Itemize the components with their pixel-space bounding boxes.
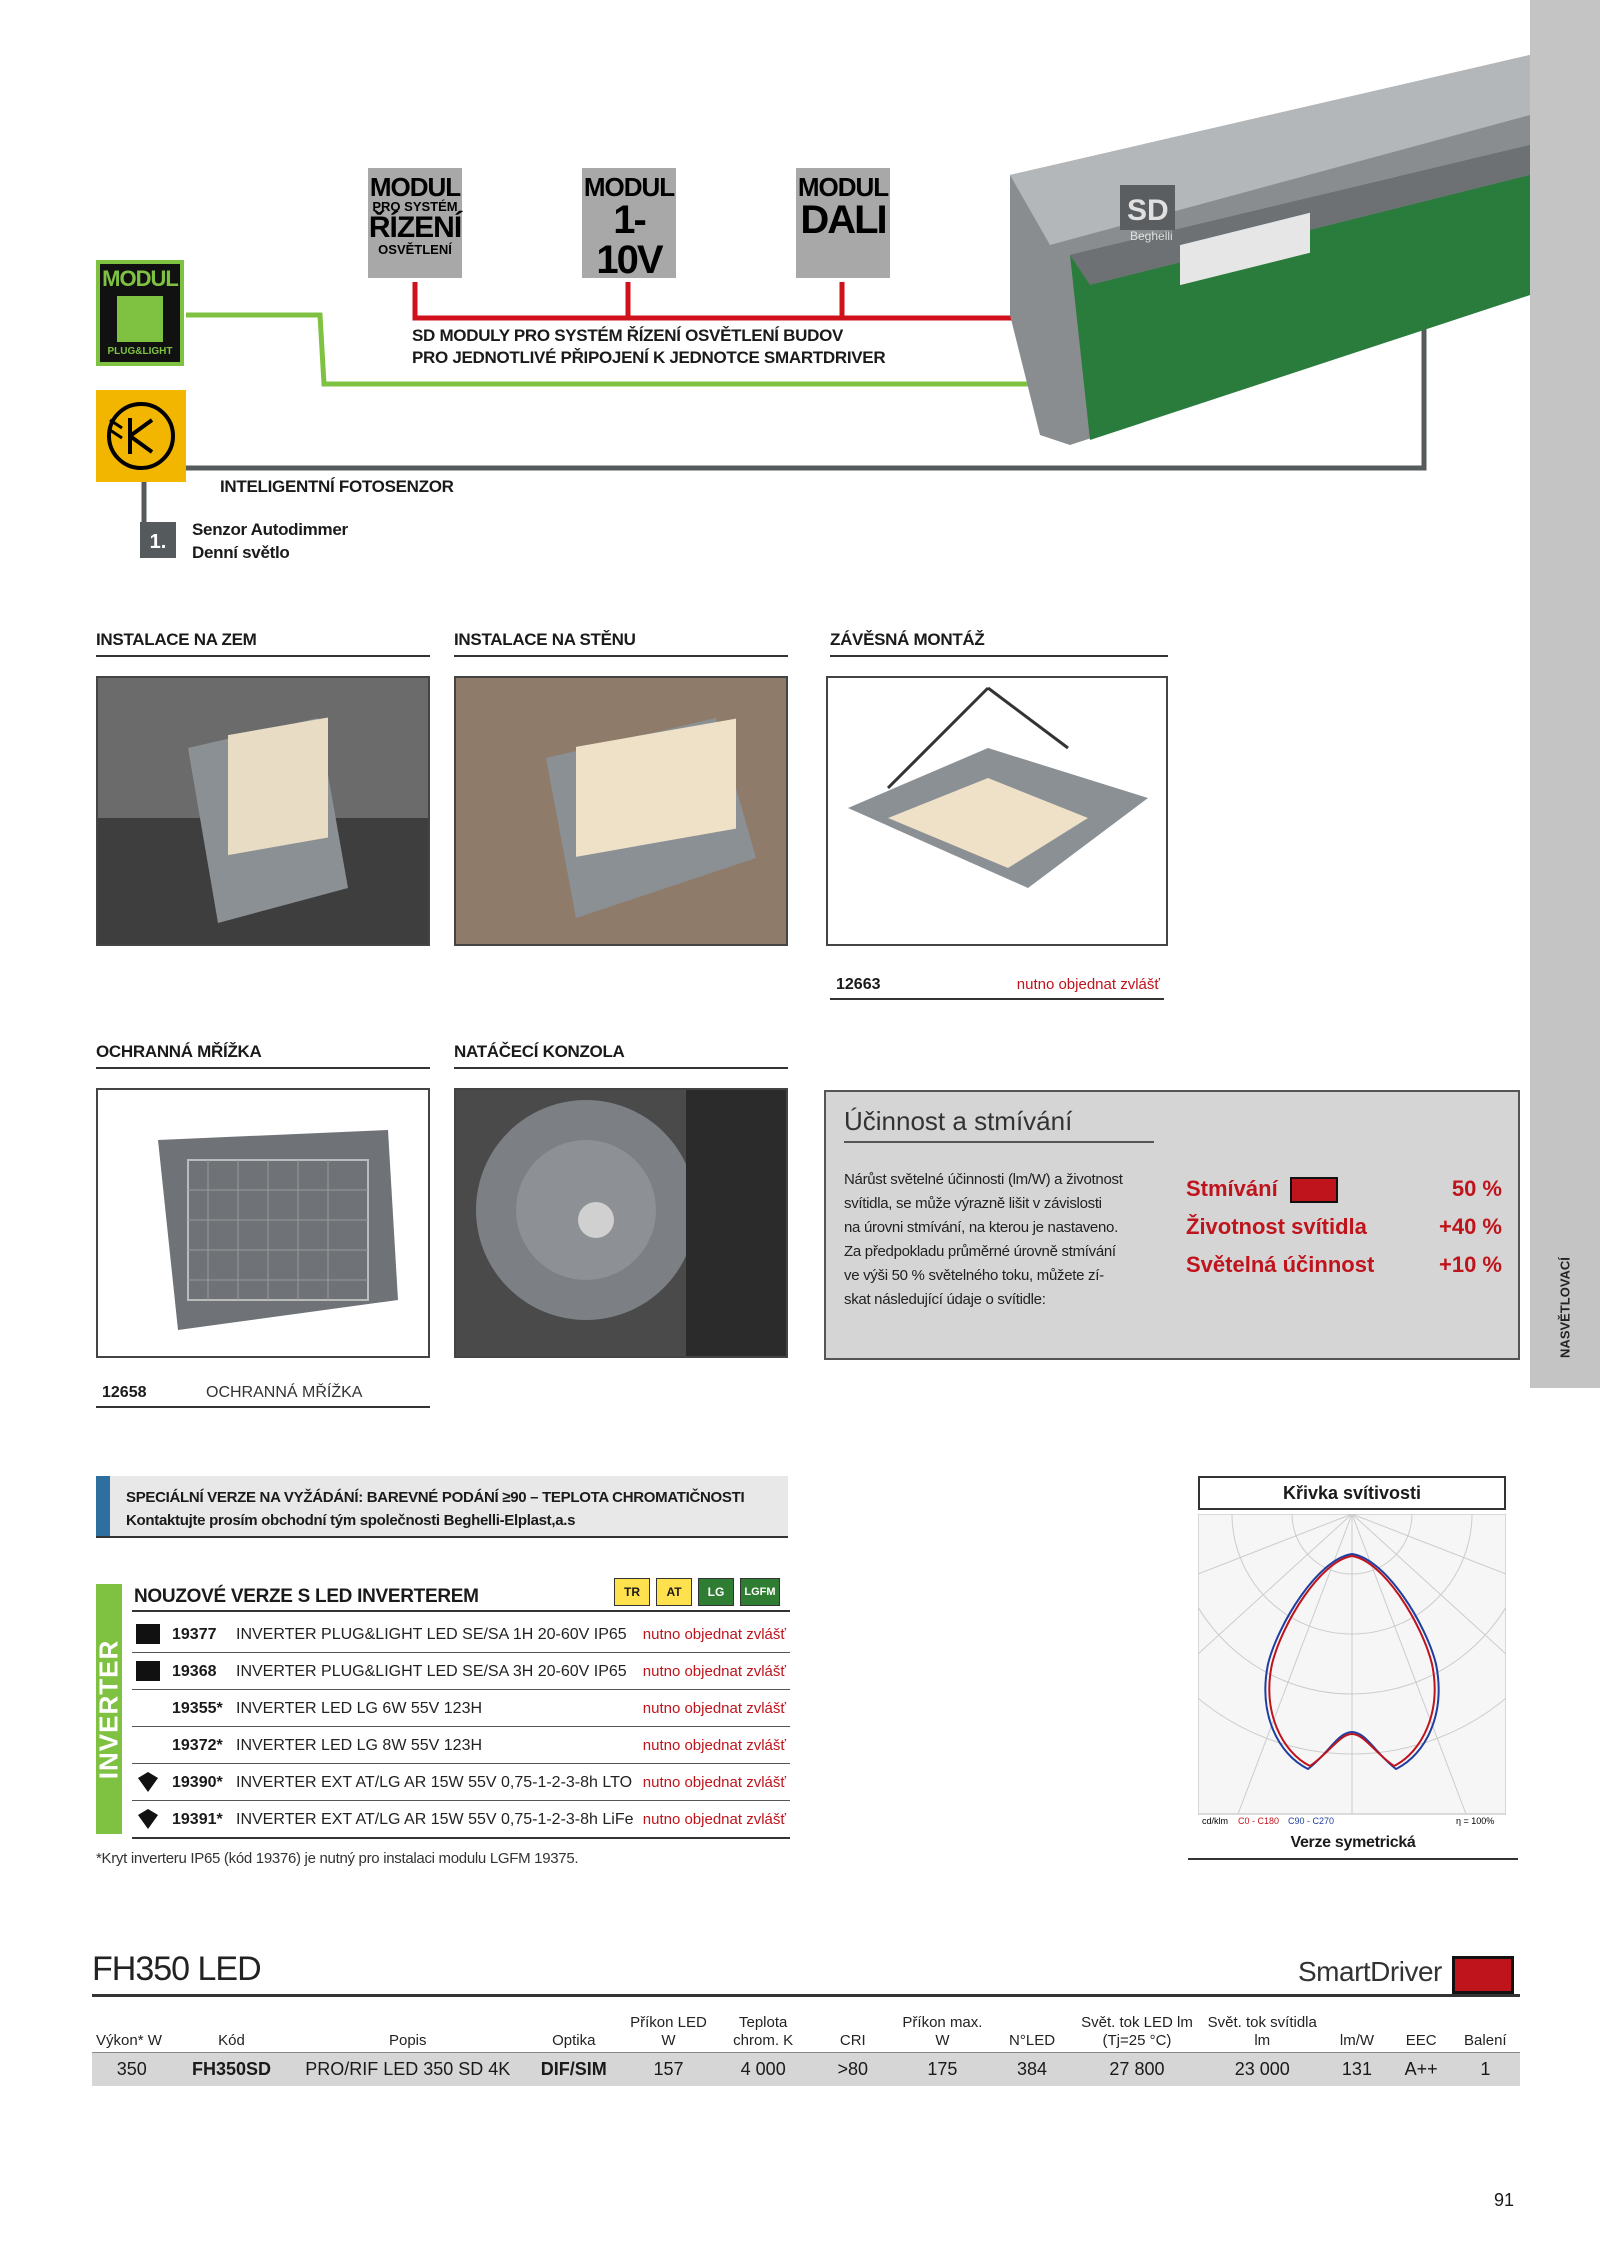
smartdriver-unit (980, 55, 1530, 445)
efficiency-title: Účinnost a stmívání (844, 1106, 1154, 1143)
sensor-caption: INTELIGENTNÍ FOTOSENZOR (220, 477, 454, 496)
efficiency-rows (1186, 1170, 1502, 1284)
photo-suspended-install (826, 676, 1168, 946)
polar-caption: Verze symetrická (1188, 1834, 1518, 1860)
diamond-icon (136, 1772, 160, 1792)
inverter-row: 19372* INVERTER LED LG 8W 55V 123H nutno objednat zvlášť (132, 1727, 790, 1764)
inverter-row: 19355* INVERTER LED LG 6W 55V 123H nutno objednat zvlášť (132, 1690, 790, 1727)
sd-logo-icon (1452, 1956, 1514, 1994)
diamond-icon (136, 1809, 160, 1829)
svg-text:Beghelli: Beghelli (1130, 229, 1173, 243)
badge-tr: TR (614, 1578, 650, 1606)
inverter-badges (614, 1578, 780, 1606)
sensor-badge: 1. (140, 522, 176, 558)
inverter-title: NOUZOVÉ VERZE S LED INVERTEREM (134, 1586, 479, 1607)
svg-text:cd/klm: cd/klm (1202, 1816, 1229, 1826)
svg-text:η = 100%: η = 100% (1456, 1816, 1495, 1826)
efficiency-box (824, 1090, 1520, 1360)
inverter-row: 19391* INVERTER EXT AT/LG AR 15W 55V 0,75-1-2-3-8h LiFe nutno objednat zvlášť (132, 1801, 790, 1839)
photo-guard-grid (96, 1088, 430, 1358)
product-row: 350 FH350SD PRO/RIF LED 350 SD 4K DIF/SIM 157 4 000 >80 175 384 27 800 23 000 131 A++ 1 (92, 2053, 1520, 2087)
inverter-row: 19377 INVERTER PLUG&LIGHT LED SE/SA 1H 20-60V IP65 nutno objednat zvlášť (132, 1616, 790, 1653)
suspended-accessory-row: 12663 nutno objednat zvlášť (830, 974, 1164, 1000)
inverter-side-label: INVERTER (96, 1584, 122, 1834)
swivel-bracket-title: NATÁČECÍ KONZOLA (454, 1042, 788, 1069)
efficiency-text: Nárůst světelné účinnosti (lm/W) a životnost svítidla, se může výrazně lišit v závislosti na úrovni stmívání, na kterou je nastaveno. Za předpokladu průměrné úrovně stmívání ve výši 50 % světelného toku, můžete zí- skat následující údaje o svítidle: (844, 1171, 1123, 1308)
modules-caption: SD MODULY PRO SYSTÉM ŘÍZENÍ OSVĚTLENÍ BUDOV PRO JEDNOTLIVÉ PŘIPOJENÍ K JEDNOTCE SMARTDRIVER (412, 326, 886, 367)
photo-wall-install (454, 676, 788, 946)
photo-ground-install (96, 676, 430, 946)
product-brand: SmartDriver (1298, 1956, 1442, 1987)
mounting-suspended-title: ZÁVĚSNÁ MONTÁŽ (830, 630, 1168, 657)
product-spec-table: Výkon* W Kód Popis Optika Příkon LED W Teplota chrom. K CRI Příkon max. W N°LED Svět. tok LED lm (Tj=25 °C) Svět. tok svítidla lm lm/W EEC Balení 350 FH350SD PRO/RIF LED 350 SD 4K DIF/SIM 157 4 000 >80 175 384 27 800 23 000 131 A++ 1 (92, 2012, 1520, 2086)
polar-chart (1198, 1514, 1506, 1826)
efficiency-row: Životnost svítidla +40 % (1186, 1214, 1502, 1239)
badge-lgfm: LGFM (740, 1578, 780, 1606)
product-name: FH350 LED (92, 1950, 261, 1988)
photo-swivel-bracket (454, 1088, 788, 1358)
module-control-system: MODUL PRO SYSTÉM ŘÍZENÍ OSVĚTLENÍ (368, 168, 462, 278)
module-plug-light: MODUL PLUG&LIGHT (96, 260, 184, 366)
photosensor-icon (96, 390, 186, 482)
badge-at: AT (656, 1578, 692, 1606)
inverter-row: 19390* INVERTER EXT AT/LG AR 15W 55V 0,75-1-2-3-8h LTO nutno objednat zvlášť (132, 1764, 790, 1801)
svg-text:SD: SD (1127, 194, 1169, 227)
polar-title: Křivka svítivosti (1198, 1476, 1506, 1510)
efficiency-row: Stmívání 50 % (1186, 1170, 1502, 1208)
svg-text:C90 - C270: C90 - C270 (1288, 1816, 1335, 1826)
sensor-lines: Senzor Autodimmer Denní světlo (192, 520, 348, 562)
sd-logo-icon (1290, 1177, 1338, 1203)
page-number: 91 (1494, 2190, 1515, 2210)
guard-grid-accessory-row: 12658 OCHRANNÁ MŘÍŽKA (96, 1382, 430, 1408)
side-tab-label: NASVĚTLOVACÍ (1557, 1257, 1573, 1358)
badge-lg: LG (698, 1578, 734, 1606)
efficiency-row: Světelná účinnost +10 % (1186, 1252, 1502, 1277)
module-1-10v: MODUL 1-10V (582, 168, 676, 278)
special-version-box: SPECIÁLNÍ VERZE NA VYŽÁDÁNÍ: BAREVNÉ PODÁNÍ ≥90 – TEPLOTA CHROMATIČNOSTI Kontaktujte prosím obchodní tým společnosti Beghelli-Elplast,a.s (96, 1476, 788, 1538)
svg-text:C0 - C180: C0 - C180 (1238, 1816, 1280, 1826)
inverter-row: 19368 INVERTER PLUG&LIGHT LED SE/SA 3H 20-60V IP65 nutno objednat zvlášť (132, 1653, 790, 1690)
mounting-wall-title: INSTALACE NA STĚNU (454, 630, 788, 657)
guard-grid-title: OCHRANNÁ MŘÍŽKA (96, 1042, 430, 1069)
mounting-ground-title: INSTALACE NA ZEM (96, 630, 430, 657)
plug-light-icon (136, 1624, 160, 1644)
module-dali: MODUL DALI (796, 168, 890, 278)
plug-light-icon (136, 1661, 160, 1681)
inverter-footnote: *Kryt inverteru IP65 (kód 19376) je nutný pro instalaci modulu LGFM 19375. (96, 1850, 579, 1867)
